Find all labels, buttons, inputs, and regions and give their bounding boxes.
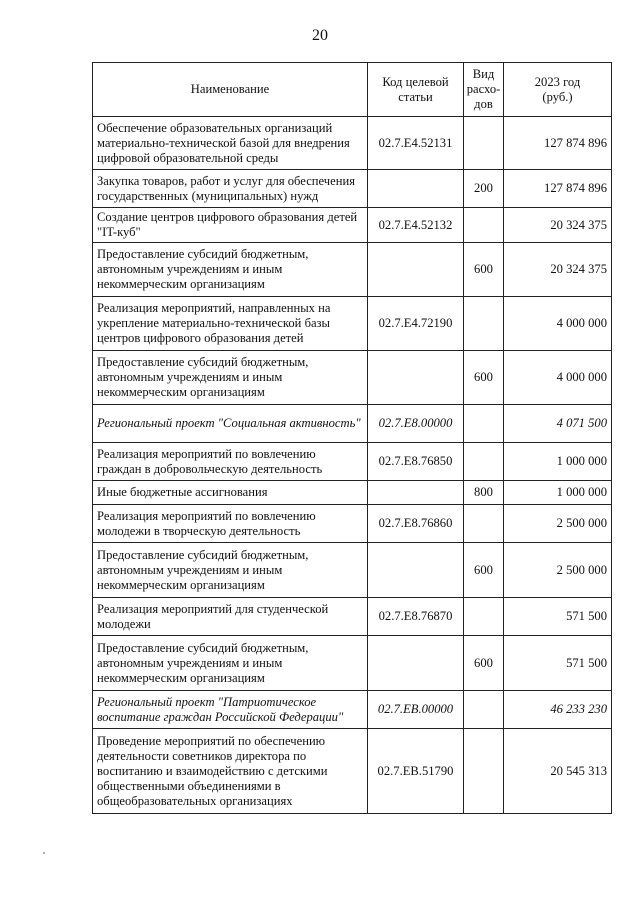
row-amount: 127 874 896 (504, 117, 612, 170)
table-row (93, 243, 612, 297)
row-amount: 571 500 (504, 598, 612, 636)
row-kind (464, 598, 504, 636)
budget-table (92, 62, 612, 814)
row-amount: 2 500 000 (504, 505, 612, 543)
row-amount: 20 545 313 (504, 729, 612, 814)
row-kind: 800 (464, 481, 504, 505)
row-amount: 2 500 000 (504, 543, 612, 598)
row-kind (464, 208, 504, 243)
table-row (93, 505, 612, 543)
row-kind (464, 405, 504, 443)
row-amount: 20 324 375 (504, 243, 612, 297)
header-name: Наименование (93, 63, 368, 117)
table-row (93, 481, 612, 505)
row-kind (464, 117, 504, 170)
row-kind: 600 (464, 636, 504, 691)
row-name: Региональный проект "Социальная активность" (93, 405, 368, 443)
row-kind (464, 443, 504, 481)
row-code (368, 170, 464, 208)
scan-speck (43, 852, 45, 854)
row-code: 02.7.Е4.52132 (368, 208, 464, 243)
row-name: Предоставление субсидий бюджетным, автономным учреждениям и иным некоммерческим организациям (93, 351, 368, 405)
table-row (93, 729, 612, 814)
row-amount: 1 000 000 (504, 481, 612, 505)
row-code: 02.7.Е8.00000 (368, 405, 464, 443)
row-name: Реализация мероприятий по вовлечению граждан в добровольческую деятельность (93, 443, 368, 481)
table-row-project (93, 691, 612, 729)
row-kind (464, 505, 504, 543)
row-name: Иные бюджетные ассигнования (93, 481, 368, 505)
table-row (93, 636, 612, 691)
row-amount: 1 000 000 (504, 443, 612, 481)
row-name: Предоставление субсидий бюджетным, автономным учреждениям и иным некоммерческим организациям (93, 243, 368, 297)
row-kind (464, 297, 504, 351)
header-kind: Вид расхо- дов (464, 63, 504, 117)
row-code (368, 543, 464, 598)
row-kind (464, 729, 504, 814)
table-row (93, 170, 612, 208)
row-name: Реализация мероприятий, направленных на укрепление материально-технической базы центров цифрового образования детей (93, 297, 368, 351)
row-kind: 200 (464, 170, 504, 208)
page-number: 20 (312, 27, 328, 44)
table-row (93, 443, 612, 481)
row-amount: 20 324 375 (504, 208, 612, 243)
row-name: Предоставление субсидий бюджетным, автономным учреждениям и иным некоммерческим организациям (93, 636, 368, 691)
row-name: Обеспечение образовательных организаций материально-технической базой для внедрения цифровой образовательной среды (93, 117, 368, 170)
row-code (368, 351, 464, 405)
table-row (93, 208, 612, 243)
row-amount: 4 000 000 (504, 297, 612, 351)
row-name: Создание центров цифрового образования детей "IT-куб" (93, 208, 368, 243)
row-name: Реализация мероприятий для студенческой молодежи (93, 598, 368, 636)
table-row (93, 598, 612, 636)
row-name: Предоставление субсидий бюджетным, автономным учреждениям и иным некоммерческим организациям (93, 543, 368, 598)
row-kind: 600 (464, 243, 504, 297)
table-row (93, 117, 612, 170)
row-code: 02.7.Е8.76850 (368, 443, 464, 481)
row-code: 02.7.ЕВ.00000 (368, 691, 464, 729)
row-amount: 127 874 896 (504, 170, 612, 208)
row-code: 02.7.Е8.76860 (368, 505, 464, 543)
table-row (93, 297, 612, 351)
header-row (93, 63, 612, 117)
row-kind: 600 (464, 543, 504, 598)
table-row (93, 543, 612, 598)
row-amount: 4 000 000 (504, 351, 612, 405)
row-amount: 46 233 230 (504, 691, 612, 729)
row-kind: 600 (464, 351, 504, 405)
row-code (368, 636, 464, 691)
row-name: Закупка товаров, работ и услуг для обеспечения государственных (муниципальных) нужд (93, 170, 368, 208)
row-name: Проведение мероприятий по обеспечению деятельности советников директора по воспитанию и взаимодействию с детскими общественными объединениями в общеобразовательных организациях (93, 729, 368, 814)
row-code (368, 243, 464, 297)
row-name: Реализация мероприятий по вовлечению молодежи в творческую деятельность (93, 505, 368, 543)
row-amount: 571 500 (504, 636, 612, 691)
table-row (93, 351, 612, 405)
table-row-project (93, 405, 612, 443)
header-code: Код целевой статьи (368, 63, 464, 117)
row-amount: 4 071 500 (504, 405, 612, 443)
row-code: 02.7.Е8.76870 (368, 598, 464, 636)
row-name: Региональный проект "Патриотическое воспитание граждан Российской Федерации" (93, 691, 368, 729)
row-code (368, 481, 464, 505)
row-code: 02.7.Е4.52131 (368, 117, 464, 170)
row-code: 02.7.Е4.72190 (368, 297, 464, 351)
header-year: 2023 год (руб.) (504, 63, 612, 117)
row-kind (464, 691, 504, 729)
row-code: 02.7.ЕВ.51790 (368, 729, 464, 814)
